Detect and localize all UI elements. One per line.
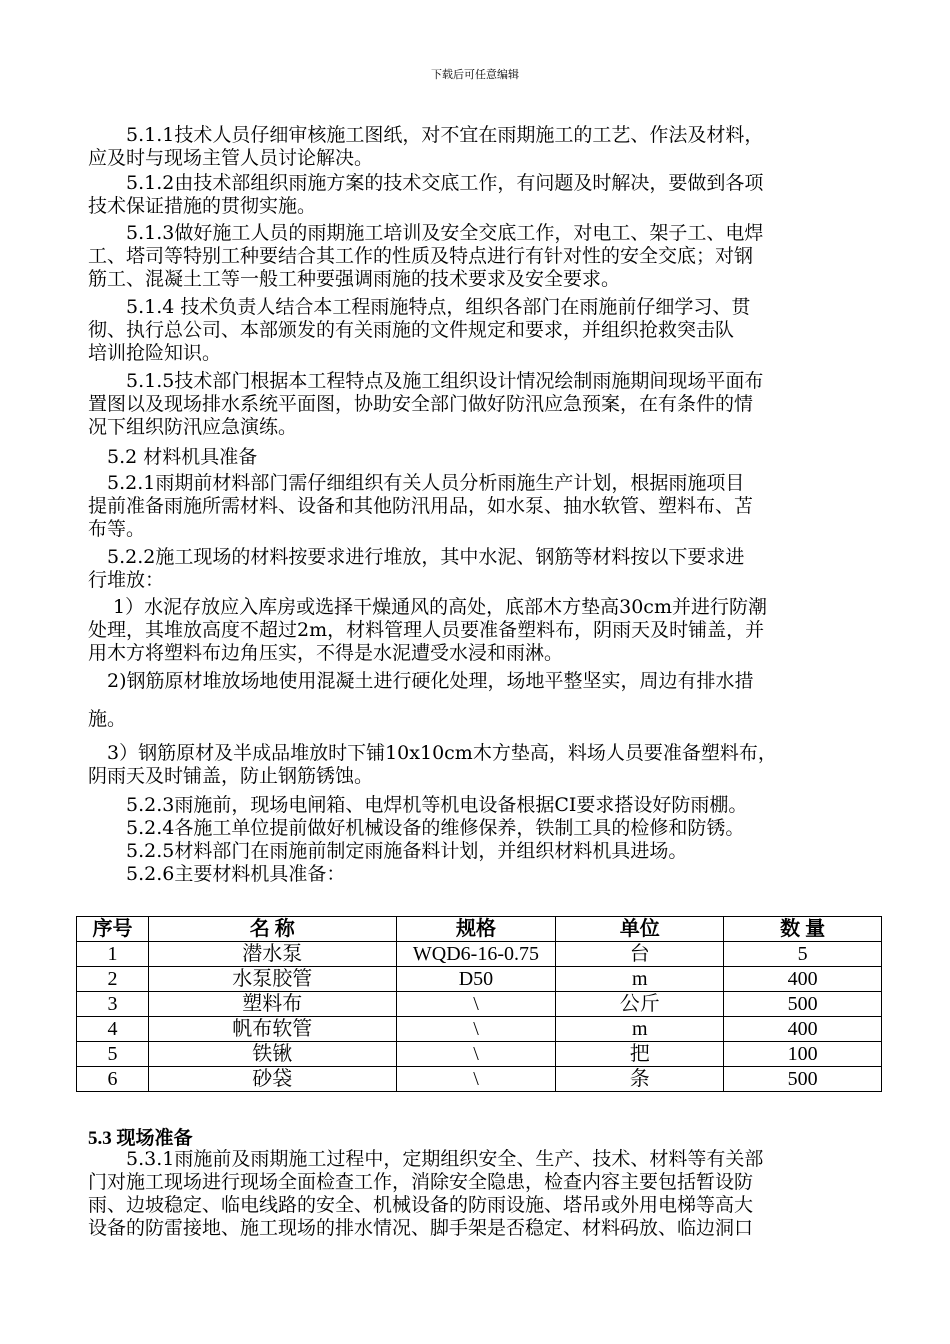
table-row [77, 1067, 882, 1092]
cell-quantity: 400 [724, 1017, 882, 1042]
text-line: 5.2.2施工现场的材料按要求进行堆放，其中水泥、钢筋等材料按以下要求进 [88, 546, 745, 568]
cell-unit: 公斤 [556, 992, 724, 1017]
text-line: 5.2.6主要材料机具准备： [88, 863, 346, 885]
table-row [77, 942, 882, 967]
text-line: 门对施工现场进行现场全面检查工作，消除安全隐患，检查内容主要包括暂设防 [88, 1171, 754, 1193]
text-line: 彻、执行总公司、本部颁发的有关雨施的文件规定和要求，并组织抢救突击队 [88, 319, 735, 341]
text-line: 置图以及现场排水系统平面图，协助安全部门做好防汛应急预案，在有条件的情 [88, 393, 754, 415]
table-row [77, 1017, 882, 1042]
cell-index: 6 [77, 1067, 149, 1092]
cell-name: 潜水泵 [148, 942, 396, 967]
text-line: 5.2.1雨期前材料部门需仔细组织有关人员分析雨施生产计划，根据雨施项目 [88, 472, 745, 494]
materials-table [76, 916, 882, 1092]
cell-quantity: 5 [724, 942, 882, 967]
cell-quantity: 500 [724, 992, 882, 1017]
col-header-unit: 单位 [556, 917, 724, 942]
text-line: 5.2 材料机具准备 [88, 446, 258, 468]
text-line: 行堆放： [88, 569, 165, 591]
cell-unit: 台 [556, 942, 724, 967]
col-header-index: 序号 [77, 917, 149, 942]
paragraph-5-1-5 [88, 370, 888, 439]
cell-unit: 把 [556, 1042, 724, 1067]
table-row [77, 967, 882, 992]
cell-unit: 条 [556, 1067, 724, 1092]
paragraph-5-3-1 [88, 1148, 888, 1240]
text-line: 阴雨天及时铺盖，防止钢筋锈蚀。 [88, 765, 374, 787]
text-line: 2)钢筋原材堆放场地使用混凝土进行硬化处理，场地平整坚实，周边有排水措 [88, 670, 754, 692]
cell-name: 塑料布 [148, 992, 396, 1017]
cell-spec: \ [396, 992, 556, 1017]
cell-index: 4 [77, 1017, 149, 1042]
cell-index: 2 [77, 967, 149, 992]
text-line: 5.1.5技术部门根据本工程特点及施工组织设计情况绘制雨施期间现场平面布 [88, 370, 764, 392]
page-header: 下载后可任意编辑 [431, 68, 519, 81]
text-line: 培训抢险知识。 [88, 342, 222, 364]
paragraph-5-1-1 [88, 124, 888, 170]
paragraph-5-1-2 [88, 172, 888, 218]
subheading-5-2 [88, 446, 888, 469]
text-line: 5.2.4各施工单位提前做好机械设备的维修保养，铁制工具的检修和防锈。 [88, 817, 745, 839]
text-line: 技术保证措施的贯彻实施。 [88, 195, 317, 217]
col-header-spec: 规格 [396, 917, 556, 942]
table-header-row [77, 917, 882, 942]
cell-name: 铁锹 [148, 1042, 396, 1067]
table-row [77, 992, 882, 1017]
cell-unit: m [556, 1017, 724, 1042]
paragraph-5-2-3-to-5-2-6 [88, 794, 888, 886]
text-line: 应及时与现场主管人员讨论解决。 [88, 147, 374, 169]
col-header-name: 名 称 [148, 917, 396, 942]
text-line: 设备的防雷接地、施工现场的排水情况、脚手架是否稳定、材料码放、临边洞口 [88, 1217, 754, 1239]
text-line: 5.3.1雨施前及雨期施工过程中，定期组织安全、生产、技术、材料等有关部 [88, 1148, 764, 1170]
cell-spec: \ [396, 1017, 556, 1042]
paragraph-item-2 [88, 670, 888, 693]
cell-name: 水泵胶管 [148, 967, 396, 992]
cell-index: 3 [77, 992, 149, 1017]
cell-index: 1 [77, 942, 149, 967]
paragraph-5-1-4 [88, 296, 888, 365]
text-line: 工、塔司等特别工种要结合其工作的性质及特点进行有针对性的安全交底；对钢 [88, 245, 754, 267]
cell-spec: \ [396, 1067, 556, 1092]
paragraph-item-1 [88, 596, 888, 665]
cell-unit: m [556, 967, 724, 992]
cell-quantity: 500 [724, 1067, 882, 1092]
text-line: 况下组织防汛应急演练。 [88, 416, 298, 438]
section-heading-5-3: 5.3 现场准备 [88, 1128, 193, 1149]
text-line: 5.1.2由技术部组织雨施方案的技术交底工作，有问题及时解决，要做到各项 [88, 172, 764, 194]
text-line: 3）钢筋原材及半成品堆放时下铺10x10cm木方垫高，料场人员要准备塑料布， [88, 742, 777, 764]
cell-spec: \ [396, 1042, 556, 1067]
paragraph-5-2-2 [88, 546, 888, 592]
paragraph-item-2-cont [88, 708, 888, 731]
cell-spec: WQD6-16-0.75 [396, 942, 556, 967]
text-line: 筋工、混凝土工等一般工种要强调雨施的技术要求及安全要求。 [88, 268, 621, 290]
cell-spec: D50 [396, 967, 556, 992]
text-line: 提前准备雨施所需材料、设备和其他防汛用品，如水泵、抽水软管、塑料布、苫 [88, 495, 754, 517]
paragraph-5-2-1 [88, 472, 888, 541]
text-line: 处理，其堆放高度不超过2m，材料管理人员要准备塑料布，阴雨天及时铺盖，并 [88, 619, 765, 641]
text-line: 布等。 [88, 518, 146, 540]
text-line: 雨、边坡稳定、临电线路的安全、机械设备的防雨设施、塔吊或外用电梯等高大 [88, 1194, 754, 1216]
table-row [77, 1042, 882, 1067]
text-line: 5.1.4 技术负责人结合本工程雨施特点，组织各部门在雨施前仔细学习、贯 [88, 296, 751, 318]
text-line: 用木方将塑料布边角压实，不得是水泥遭受水浸和雨淋。 [88, 642, 564, 664]
cell-name: 砂袋 [148, 1067, 396, 1092]
cell-index: 5 [77, 1042, 149, 1067]
text-line: 5.1.3做好施工人员的雨期施工培训及安全交底工作，对电工、架子工、电焊 [88, 222, 764, 244]
paragraph-5-1-3 [88, 222, 888, 291]
col-header-quantity: 数 量 [724, 917, 882, 942]
paragraph-item-3 [88, 742, 888, 788]
cell-quantity: 100 [724, 1042, 882, 1067]
cell-quantity: 400 [724, 967, 882, 992]
cell-name: 帆布软管 [148, 1017, 396, 1042]
text-line: 5.2.3雨施前，现场电闸箱、电焊机等机电设备根据CI要求搭设好防雨棚。 [88, 794, 748, 816]
text-line: 5.1.1技术人员仔细审核施工图纸，对不宜在雨期施工的工艺、作法及材料， [88, 124, 764, 146]
text-line: 5.2.5材料部门在雨施前制定雨施备料计划，并组织材料机具进场。 [88, 840, 688, 862]
text-line: 施。 [88, 708, 127, 730]
text-line: 1）水泥存放应入库房或选择干燥通风的高处，底部木方垫高30cm并进行防潮 [88, 596, 767, 618]
